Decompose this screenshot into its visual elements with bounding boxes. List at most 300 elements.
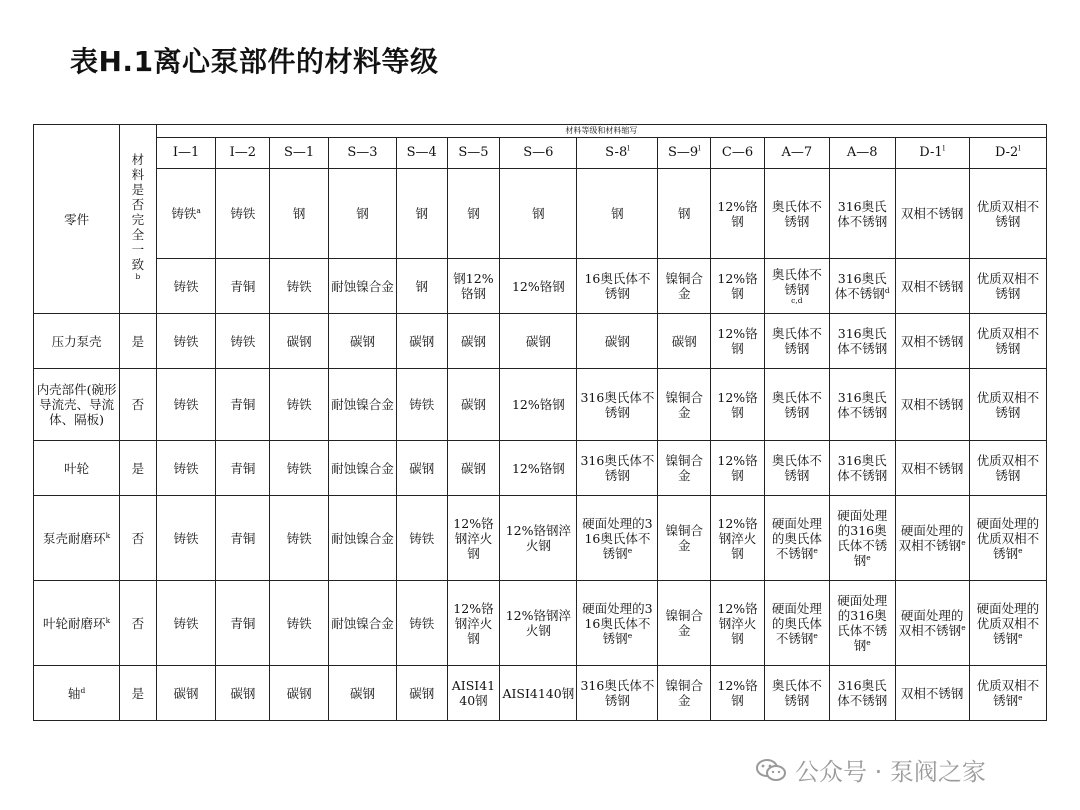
casing-material <box>711 169 765 259</box>
material-cell <box>711 581 765 666</box>
part-name-text: 叶轮 <box>64 460 90 476</box>
material-cell <box>969 314 1046 369</box>
casing-material <box>658 169 711 259</box>
consistency-value <box>120 441 156 496</box>
material-cell-text: 铸铁 <box>286 530 312 546</box>
material-cell <box>216 581 270 666</box>
material-cell-text: 碳钢 <box>460 460 486 476</box>
casing-material-text: 奥氏体不锈钢 <box>771 198 822 229</box>
material-cell-footnote: e <box>1018 692 1023 702</box>
material-cell <box>156 496 216 581</box>
material-cell-text: AISI4140钢 <box>451 678 496 708</box>
material-cell <box>764 666 829 721</box>
material-cell-text: 铸铁 <box>286 460 312 476</box>
grade-code <box>500 138 577 169</box>
consistency-value <box>120 581 156 666</box>
material-cell <box>577 496 658 581</box>
material-cell-text: 硬面处理的优质双相不锈钢 <box>976 600 1040 646</box>
material-cell <box>577 441 658 496</box>
material-cell <box>328 369 396 441</box>
material-cell-text: 青铜 <box>230 530 256 546</box>
casing-material-text: 钢 <box>467 206 480 221</box>
casing-material-text: 钢 <box>678 206 691 221</box>
material-cell-text: 双相不锈钢 <box>900 460 964 476</box>
material-cell <box>396 581 447 666</box>
material-cell <box>270 441 329 496</box>
trim-material-text: 双相不锈钢 <box>900 278 964 294</box>
material-cell-text: 碳钢 <box>460 397 486 412</box>
material-cell <box>328 496 396 581</box>
material-cell <box>829 441 895 496</box>
material-cell <box>577 666 658 721</box>
grade-code-text: S—3 <box>347 145 378 161</box>
trim-material <box>969 259 1046 314</box>
material-cell-text: 316奥氏体不锈钢 <box>580 453 655 483</box>
casing-material-text: 钢 <box>532 206 545 221</box>
trim-material <box>829 259 895 314</box>
material-cell <box>447 496 500 581</box>
part-name-text: 泵壳耐磨环 <box>43 530 106 546</box>
material-cell <box>328 314 396 369</box>
material-cell <box>447 666 500 721</box>
material-cell-text: 优质双相不锈钢 <box>976 326 1040 356</box>
material-cell-footnote: e <box>813 630 818 640</box>
material-cell <box>829 369 895 441</box>
material-cell <box>156 581 216 666</box>
material-cell-text: 12%铬钢淬火钢 <box>717 600 758 646</box>
grade-code-text: D-2 <box>994 145 1019 161</box>
grade-code <box>156 138 216 169</box>
trim-material-text: 铸铁 <box>286 278 312 294</box>
grade-code-footnote: l <box>942 143 946 153</box>
material-cell-text: 双相不锈钢 <box>900 685 964 701</box>
consistency-value <box>120 369 156 441</box>
material-cell <box>396 441 447 496</box>
material-cell <box>577 369 658 441</box>
grade-code-text: I—1 <box>172 145 200 161</box>
part-header: 零件 <box>34 125 120 314</box>
consistency-value-text: 是 <box>131 685 145 701</box>
grade-code-text: A—7 <box>781 145 813 161</box>
material-cell-text: 316奥氏体不锈钢 <box>837 678 888 708</box>
watermark <box>755 752 986 787</box>
material-cell-text: 碳钢 <box>286 685 312 701</box>
material-cell-footnote: e <box>866 637 871 647</box>
trim-material <box>500 259 577 314</box>
grade-code <box>895 138 969 169</box>
material-cell <box>447 441 500 496</box>
material-cell <box>156 369 216 441</box>
casing-material-text: 优质双相不锈钢 <box>976 198 1040 229</box>
material-cell-text: 12%铬钢 <box>717 389 758 420</box>
grade-code <box>447 138 500 169</box>
material-cell <box>500 314 577 369</box>
casing-material-text: 钢 <box>611 206 624 221</box>
material-cell-text: 耐蚀镍合金 <box>331 460 394 476</box>
trim-material-text: 奥氏体不锈钢 <box>771 267 822 297</box>
material-cell-text: 优质双相不锈钢 <box>976 453 1040 483</box>
material-cell-text: 硬面处理的奥氏体不锈钢 <box>771 600 822 646</box>
material-cell <box>711 314 765 369</box>
wechat-icon <box>755 758 787 782</box>
part-name-text: 叶轮耐磨环 <box>43 615 106 631</box>
material-cell <box>658 369 711 441</box>
material-cell <box>764 496 829 581</box>
part-name <box>34 496 120 581</box>
material-cell-text: 青铜 <box>230 397 256 412</box>
trim-material <box>764 259 829 314</box>
material-cell-text: 碳钢 <box>604 333 630 349</box>
consistency-value-text: 是 <box>131 333 145 349</box>
consistency-value <box>120 314 156 369</box>
trim-material <box>577 259 658 314</box>
material-cell <box>658 441 711 496</box>
material-cell-footnote: e <box>813 545 818 555</box>
material-cell-text: 碳钢 <box>409 685 435 701</box>
material-cell-footnote: e <box>1018 545 1023 555</box>
material-cell-footnote: e <box>961 622 966 632</box>
table-row <box>34 666 1047 721</box>
material-cell-text: 优质双相不锈钢 <box>976 389 1040 420</box>
material-cell <box>764 441 829 496</box>
grade-code <box>711 138 765 169</box>
material-cell <box>216 496 270 581</box>
part-name-footnote: k <box>105 530 111 540</box>
table-row <box>34 441 1047 496</box>
material-cell-text: 316奥氏体不锈钢 <box>580 389 655 420</box>
material-cell <box>328 581 396 666</box>
material-cell-text: 镍铜合金 <box>665 389 704 420</box>
grade-code-footnote: l <box>1018 143 1021 153</box>
material-cell-text: 铸铁 <box>230 333 256 349</box>
consistency-value <box>120 666 156 721</box>
material-cell <box>328 666 396 721</box>
casing-material <box>577 169 658 259</box>
consistency-value-text: 是 <box>131 460 145 476</box>
casing-material-text: 钢 <box>292 206 306 221</box>
material-cell-text: 铸铁 <box>173 615 199 631</box>
material-cell <box>216 314 270 369</box>
material-cell-text: 316奥氏体不锈钢 <box>837 389 888 420</box>
trim-material-text: 12%铬钢 <box>511 278 565 294</box>
material-cell <box>658 314 711 369</box>
grade-code <box>969 138 1046 169</box>
grade-code-text: S—9 <box>668 145 699 161</box>
grade-code <box>764 138 829 169</box>
material-cell-text: 铸铁 <box>409 615 435 631</box>
grade-code-text: C—6 <box>721 145 754 161</box>
casing-material <box>895 169 969 259</box>
grade-code-text: S—5 <box>458 145 489 161</box>
material-cell <box>969 369 1046 441</box>
casing-material <box>328 169 396 259</box>
material-cell <box>658 666 711 721</box>
material-cell <box>500 369 577 441</box>
trim-material-text: 316奥氏体不锈钢 <box>834 271 887 301</box>
material-cell <box>270 369 329 441</box>
material-cell-text: 12%铬钢淬火钢 <box>453 600 494 646</box>
material-cell <box>216 441 270 496</box>
material-cell-text: 双相不锈钢 <box>900 397 964 412</box>
trim-material <box>270 259 329 314</box>
material-cell-text: 硬面处理的双相不锈钢 <box>898 523 964 553</box>
material-cell <box>500 581 577 666</box>
material-cell-text: 镍铜合金 <box>665 608 704 638</box>
material-cell <box>156 666 216 721</box>
material-cell <box>500 441 577 496</box>
consistency-value-text: 否 <box>131 615 145 631</box>
casing-material-text: 铸铁 <box>230 206 256 221</box>
material-cell <box>829 666 895 721</box>
consistency-footnote: b <box>135 271 141 281</box>
material-cell <box>500 496 577 581</box>
consistency-value-text: 否 <box>131 397 145 412</box>
material-cell-text: 碳钢 <box>173 685 199 701</box>
consistency-header-label: 材 料 是 否 完 全 一 <box>131 151 145 257</box>
material-cell <box>969 581 1046 666</box>
material-cell-text: 316奥氏体不锈钢 <box>837 453 888 483</box>
material-cell-footnote: e <box>627 545 633 555</box>
grade-code <box>829 138 895 169</box>
trim-material <box>447 259 500 314</box>
material-cell-footnote: e <box>866 552 871 562</box>
casing-material <box>764 169 829 259</box>
material-cell <box>577 314 658 369</box>
material-cell-text: 碳钢 <box>409 333 435 349</box>
material-cell <box>969 441 1046 496</box>
material-cell <box>156 314 216 369</box>
casing-material <box>396 169 447 259</box>
group-header: 材料等级和材料缩写 <box>156 125 1046 138</box>
trim-material-text: 钢 <box>415 278 428 294</box>
trim-material-footnote: d <box>884 285 890 295</box>
grade-code-text: S—6 <box>523 145 554 161</box>
grade-code-footnote: l <box>698 143 701 153</box>
material-cell-text: 碳钢 <box>525 333 551 349</box>
material-cell <box>895 314 969 369</box>
part-name <box>34 581 120 666</box>
material-cell-text: 奥氏体不锈钢 <box>771 389 822 420</box>
material-cell-text: 316奥氏体不锈钢 <box>580 678 655 708</box>
grade-code-text: S—1 <box>283 145 315 161</box>
part-name-footnote: d <box>80 685 86 695</box>
material-cell <box>895 496 969 581</box>
casing-material <box>216 169 270 259</box>
material-cell-text: 硬面处理的优质双相不锈钢 <box>976 515 1040 561</box>
material-cell <box>829 496 895 581</box>
material-cell <box>895 441 969 496</box>
material-cell-text: 青铜 <box>230 615 256 631</box>
trim-material-row <box>34 259 1047 314</box>
trim-material <box>328 259 396 314</box>
material-cell <box>711 441 765 496</box>
part-name <box>34 441 120 496</box>
casing-material <box>270 169 329 259</box>
consistency-value <box>120 496 156 581</box>
grade-code-text: A—8 <box>846 145 878 161</box>
trim-material <box>156 259 216 314</box>
material-cell <box>764 314 829 369</box>
material-cell <box>156 441 216 496</box>
material-cell <box>270 496 329 581</box>
trim-material-text: 16奥氏体不锈钢 <box>584 271 651 301</box>
material-cell <box>969 666 1046 721</box>
material-cell-text: 12%铬钢 <box>717 678 758 708</box>
trim-material-text: 青铜 <box>230 278 256 294</box>
consistency-header <box>120 125 156 314</box>
trim-material <box>895 259 969 314</box>
material-cell <box>895 581 969 666</box>
material-cell-text: 碳钢 <box>349 333 375 349</box>
trim-material <box>711 259 765 314</box>
material-cell-text: 12%铬钢淬火钢 <box>453 515 494 561</box>
grade-code-text: D-1 <box>919 145 943 161</box>
grade-code <box>577 138 658 169</box>
trim-material-note: c,d <box>791 296 803 305</box>
material-cell-text: 铸铁 <box>173 397 199 412</box>
material-grade-table <box>33 124 1047 721</box>
material-cell <box>447 581 500 666</box>
material-cell <box>969 496 1046 581</box>
casing-material-footnote: a <box>196 205 201 215</box>
casing-material-text: 316奥氏体不锈钢 <box>837 198 888 229</box>
material-cell <box>270 581 329 666</box>
material-cell-text: AISI4140钢 <box>502 685 575 701</box>
grade-code <box>328 138 396 169</box>
material-cell <box>658 581 711 666</box>
table-row <box>34 581 1047 666</box>
material-cell-text: 硬面处理的双相不锈钢 <box>898 608 964 638</box>
part-name-footnote: k <box>105 615 111 625</box>
material-cell-text: 硬面处理的316奥氏体不锈钢 <box>582 600 653 646</box>
material-cell <box>829 314 895 369</box>
material-cell-text: 铸铁 <box>173 460 199 476</box>
grade-code-text: S-8 <box>605 145 628 161</box>
material-cell-footnote: e <box>1018 630 1023 640</box>
casing-material-text: 双相不锈钢 <box>900 206 964 221</box>
material-cell <box>895 666 969 721</box>
material-cell-text: 硬面处理的316奥氏体不锈钢 <box>582 515 653 561</box>
material-cell-text: 碳钢 <box>460 333 486 349</box>
material-cell-text: 铸铁 <box>409 530 435 546</box>
material-cell-text: 硬面处理的316奥氏体不锈钢 <box>837 508 888 568</box>
material-cell-text: 12%铬钢淬火钢 <box>505 608 571 638</box>
watermark-text: 公众号 · 泵阀之家 <box>795 758 986 786</box>
material-cell-text: 奥氏体不锈钢 <box>771 678 822 708</box>
trim-material-text: 钢12%铬钢 <box>453 271 494 301</box>
material-cell <box>447 314 500 369</box>
part-name <box>34 314 120 369</box>
material-cell-text: 镍铜合金 <box>665 453 704 483</box>
grade-code <box>658 138 711 169</box>
material-cell-text: 优质双相不锈钢 <box>976 678 1040 708</box>
material-cell-text: 12%铬钢 <box>511 460 565 476</box>
material-cell-text: 碳钢 <box>671 333 697 349</box>
material-cell-text: 316奥氏体不锈钢 <box>837 326 888 356</box>
material-cell <box>711 666 765 721</box>
material-cell <box>216 369 270 441</box>
casing-material <box>500 169 577 259</box>
casing-material <box>156 169 216 259</box>
trim-material-text: 耐蚀镍合金 <box>331 278 394 294</box>
material-cell-text: 镍铜合金 <box>665 523 704 553</box>
material-cell-text: 碳钢 <box>409 460 435 476</box>
material-cell <box>396 369 447 441</box>
part-name <box>34 666 120 721</box>
material-cell <box>396 314 447 369</box>
material-cell <box>711 496 765 581</box>
material-cell-footnote: e <box>627 630 633 640</box>
casing-material-text: 铸铁 <box>171 206 197 221</box>
material-cell-text: 碳钢 <box>286 333 312 349</box>
material-cell-text: 耐蚀镍合金 <box>331 530 394 546</box>
material-cell-footnote: e <box>961 537 966 547</box>
material-cell-text: 硬面处理的316奥氏体不锈钢 <box>837 593 888 653</box>
material-cell-text: 奥氏体不锈钢 <box>771 453 822 483</box>
material-cell <box>270 666 329 721</box>
trim-material-text: 优质双相不锈钢 <box>976 271 1040 301</box>
material-cell <box>396 496 447 581</box>
material-cell <box>216 666 270 721</box>
material-cell <box>396 666 447 721</box>
casing-material <box>447 169 500 259</box>
material-cell <box>764 369 829 441</box>
material-cell <box>764 581 829 666</box>
trim-material-text: 镍铜合金 <box>665 271 704 301</box>
trim-material <box>216 259 270 314</box>
part-name-text: 压力泵壳 <box>51 333 102 349</box>
grade-code <box>270 138 329 169</box>
table-row <box>34 496 1047 581</box>
material-cell-text: 铸铁 <box>173 333 199 349</box>
casing-material-text: 钢 <box>356 206 369 221</box>
grade-code-text: I—2 <box>229 145 257 161</box>
material-cell-text: 12%铬钢 <box>717 453 758 483</box>
casing-material-text: 12%铬钢 <box>717 198 758 229</box>
casing-material <box>829 169 895 259</box>
material-cell <box>500 666 577 721</box>
material-cell-text: 硬面处理的奥氏体不锈钢 <box>771 515 822 561</box>
material-cell <box>447 369 500 441</box>
grade-code-footnote: l <box>627 143 630 153</box>
material-cell-text: 镍铜合金 <box>665 678 704 708</box>
material-cell-text: 青铜 <box>230 460 256 476</box>
material-cell <box>711 369 765 441</box>
material-cell-text: 耐蚀镍合金 <box>331 615 394 631</box>
material-cell-text: 碳钢 <box>230 685 256 701</box>
material-cell-text: 12%铬钢 <box>511 397 565 412</box>
consistency-value-text: 否 <box>131 530 145 546</box>
trim-material-text: 12%铬钢 <box>717 271 758 301</box>
material-cell-text: 铸铁 <box>286 615 312 631</box>
material-cell-text: 铸铁 <box>173 530 199 546</box>
material-cell <box>829 581 895 666</box>
casing-material-row <box>34 169 1047 259</box>
grade-code-text: S—4 <box>406 145 437 161</box>
material-cell-text: 奥氏体不锈钢 <box>771 326 822 356</box>
trim-material <box>658 259 711 314</box>
material-cell-text: 耐蚀镍合金 <box>331 397 394 412</box>
material-cell <box>895 369 969 441</box>
grade-code-row <box>34 138 1047 169</box>
material-cell <box>328 441 396 496</box>
material-cell-text: 双相不锈钢 <box>900 333 964 349</box>
material-cell <box>577 581 658 666</box>
part-name-text: 内壳部件(碗形导流壳、导流体、隔板) <box>36 382 117 427</box>
material-cell-text: 铸铁 <box>286 397 312 412</box>
casing-material-text: 钢 <box>415 206 428 221</box>
material-cell <box>270 314 329 369</box>
